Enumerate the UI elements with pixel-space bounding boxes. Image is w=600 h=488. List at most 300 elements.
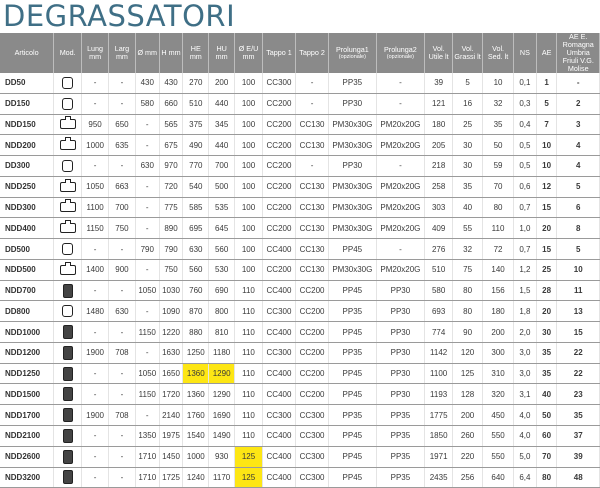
table-cell: 39: [425, 73, 453, 93]
column-header: [183, 33, 209, 73]
table-row: [0, 176, 600, 197]
table-cell: 693: [425, 301, 453, 322]
table-cell: -: [296, 73, 329, 93]
table-cell: 650: [109, 114, 136, 135]
table-cell: 30: [453, 156, 483, 177]
table-cell: 5: [557, 176, 600, 197]
table-cell: 1,2: [514, 259, 537, 280]
table-cell: -: [376, 93, 425, 114]
column-header-label: H mm: [161, 48, 181, 57]
table-cell: 0,5: [514, 135, 537, 156]
table-cell: 790: [135, 239, 159, 260]
table-cell: -: [109, 239, 136, 260]
column-header-label: Prolunga2: [384, 45, 417, 54]
table-cell: 1900: [82, 342, 109, 363]
table-cell: 30: [453, 135, 483, 156]
model-cell: [54, 114, 82, 135]
table-cell: 675: [159, 135, 183, 156]
table-cell: 870: [183, 301, 209, 322]
model-cell: [54, 342, 82, 363]
table-cell: CC400: [262, 239, 295, 260]
table-cell: -: [109, 73, 136, 93]
table-cell: 1,8: [514, 301, 537, 322]
table-cell: 25: [453, 114, 483, 135]
model-cell: [54, 405, 82, 426]
table-cell: 5: [453, 73, 483, 93]
model-cell: [54, 322, 82, 343]
column-header: [135, 33, 159, 73]
column-header-label: AE E. Romagna Umbria Friuli V.G. Molise: [562, 32, 594, 73]
table-cell: CC300: [296, 446, 329, 467]
table-cell: PM20x20G: [376, 114, 425, 135]
table-cell: 1000: [183, 446, 209, 467]
table-cell: 15: [536, 239, 557, 260]
table-cell: 1480: [82, 301, 109, 322]
article-code: DD300: [0, 156, 54, 177]
table-cell: 890: [159, 218, 183, 239]
table-cell: PM30x30G: [329, 259, 377, 280]
table-cell: -: [109, 363, 136, 384]
table-cell: 1180: [209, 342, 235, 363]
table-cell: 121: [425, 93, 453, 114]
table-cell: 13: [557, 301, 600, 322]
table-cell: -: [109, 384, 136, 405]
table-cell: PM30x30G: [329, 135, 377, 156]
table-cell: 580: [135, 93, 159, 114]
table-row: [0, 342, 600, 363]
table-cell: 32: [483, 93, 514, 114]
table-cell: 4: [557, 156, 600, 177]
table-cell: 800: [209, 301, 235, 322]
table-cell: 1170: [209, 467, 235, 488]
table-cell: PP45: [329, 239, 377, 260]
tank-tall-icon: [63, 387, 73, 401]
table-cell: 110: [235, 363, 263, 384]
table-cell: PM30x30G: [329, 218, 377, 239]
model-cell: [54, 73, 82, 93]
table-row: [0, 93, 600, 114]
column-header: [209, 33, 235, 73]
table-cell: CC130: [296, 218, 329, 239]
table-cell: 540: [183, 176, 209, 197]
table-cell: -: [109, 446, 136, 467]
table-cell: PP35: [376, 426, 425, 447]
table-cell: PP45: [329, 426, 377, 447]
table-cell: PP30: [376, 322, 425, 343]
table-cell: 760: [183, 280, 209, 301]
article-code: DD500: [0, 239, 54, 260]
table-cell: 770: [183, 156, 209, 177]
article-code: NDD250: [0, 176, 54, 197]
table-cell: 180: [483, 301, 514, 322]
table-cell: CC200: [262, 135, 295, 156]
table-cell: 1775: [425, 405, 453, 426]
tank-wide-icon: [60, 202, 76, 212]
table-cell: -: [376, 73, 425, 93]
column-header: [82, 33, 109, 73]
tank-round-icon: [62, 243, 73, 255]
table-cell: PP45: [329, 446, 377, 467]
table-cell: 156: [483, 280, 514, 301]
table-cell: 750: [159, 259, 183, 280]
table-cell: 690: [209, 280, 235, 301]
table-cell: 708: [109, 342, 136, 363]
table-cell: PM20x20G: [376, 135, 425, 156]
table-cell: 1710: [135, 467, 159, 488]
table-cell: PP35: [329, 342, 377, 363]
table-cell: 5,0: [514, 446, 537, 467]
table-cell: CC130: [296, 197, 329, 218]
table-cell: 560: [209, 239, 235, 260]
table-cell: 1540: [183, 426, 209, 447]
table-cell: 1971: [425, 446, 453, 467]
table-cell: PP35: [376, 446, 425, 467]
table-cell: 630: [183, 239, 209, 260]
table-cell: CC400: [262, 322, 295, 343]
table-cell: PP45: [329, 467, 377, 488]
table-cell: 1630: [159, 342, 183, 363]
table-cell: 775: [159, 197, 183, 218]
table-cell: -: [82, 280, 109, 301]
table-cell: 20: [536, 218, 557, 239]
column-header: [159, 33, 183, 73]
tank-tall-icon: [63, 284, 73, 298]
table-cell: PP30: [329, 93, 377, 114]
table-cell: -: [82, 322, 109, 343]
table-cell: 28: [536, 280, 557, 301]
table-cell: CC300: [262, 73, 295, 93]
table-cell: 1760: [183, 405, 209, 426]
table-cell: 695: [183, 218, 209, 239]
model-cell: [54, 259, 82, 280]
table-cell: 5: [557, 239, 600, 260]
table-cell: 10: [536, 135, 557, 156]
table-cell: 2435: [425, 467, 453, 488]
model-cell: [54, 363, 82, 384]
table-cell: 8: [557, 218, 600, 239]
table-cell: CC200: [296, 280, 329, 301]
table-cell: -: [135, 135, 159, 156]
table-cell: 708: [109, 405, 136, 426]
table-cell: CC200: [262, 218, 295, 239]
table-cell: 4,0: [514, 426, 537, 447]
table-cell: 15: [536, 197, 557, 218]
article-code: DD50: [0, 73, 54, 93]
table-cell: 100: [235, 197, 263, 218]
header-row: [0, 33, 600, 73]
model-cell: [54, 280, 82, 301]
table-cell: 30: [536, 322, 557, 343]
column-header-label: Articolo: [14, 48, 39, 57]
column-header: [329, 33, 377, 73]
table-cell: 1150: [135, 322, 159, 343]
table-cell: CC400: [262, 384, 295, 405]
table-cell: 100: [235, 93, 263, 114]
table-cell: -: [135, 405, 159, 426]
table-row: [0, 363, 600, 384]
table-cell: CC200: [262, 93, 295, 114]
table-cell: 900: [109, 259, 136, 280]
table-cell: 930: [209, 446, 235, 467]
tank-wide-icon: [60, 140, 76, 150]
table-cell: CC200: [296, 384, 329, 405]
table-cell: 7: [536, 114, 557, 135]
model-cell: [54, 176, 82, 197]
table-cell: 0,7: [514, 197, 537, 218]
table-cell: 1250: [183, 342, 209, 363]
column-header-label: Tappo 1: [266, 48, 292, 57]
table-cell: 510: [425, 259, 453, 280]
table-cell: 790: [159, 239, 183, 260]
table-cell: 55: [453, 218, 483, 239]
column-header-label: HU mm: [215, 44, 228, 61]
model-cell: [54, 301, 82, 322]
column-header: [453, 33, 483, 73]
table-cell: 110: [483, 218, 514, 239]
table-cell: 300: [483, 342, 514, 363]
model-cell: [54, 239, 82, 260]
article-code: DD150: [0, 93, 54, 114]
table-cell: 100: [235, 218, 263, 239]
table-cell: 40: [453, 197, 483, 218]
table-cell: -: [109, 426, 136, 447]
table-cell: CC130: [296, 176, 329, 197]
table-cell: 50: [483, 135, 514, 156]
column-header-note: (opzionale): [338, 54, 366, 60]
table-cell: 440: [209, 93, 235, 114]
table-cell: -: [109, 322, 136, 343]
tank-tall-icon: [63, 367, 73, 381]
table-cell: CC200: [262, 114, 295, 135]
table-cell: 1,0: [514, 218, 537, 239]
table-cell: 0,1: [514, 73, 537, 93]
table-cell: -: [557, 73, 600, 93]
table-cell: PM30x30G: [329, 114, 377, 135]
table-cell: 1050: [135, 363, 159, 384]
table-cell: 3,0: [514, 342, 537, 363]
article-code: NDD700: [0, 280, 54, 301]
table-cell: -: [109, 280, 136, 301]
table-cell: 1650: [159, 363, 183, 384]
table-header: [0, 33, 600, 73]
table-cell: PM20x20G: [376, 197, 425, 218]
table-cell: CC200: [296, 301, 329, 322]
table-cell: PM30x30G: [329, 197, 377, 218]
model-cell: [54, 93, 82, 114]
table-cell: -: [109, 93, 136, 114]
model-cell: [54, 218, 82, 239]
table-cell: 880: [183, 322, 209, 343]
table-cell: 35: [536, 363, 557, 384]
article-code: NDD1200: [0, 342, 54, 363]
table-cell: 1150: [135, 384, 159, 405]
column-header: [425, 33, 453, 73]
table-row: [0, 301, 600, 322]
table-cell: -: [135, 176, 159, 197]
table-cell: 560: [183, 259, 209, 280]
table-cell: 256: [453, 467, 483, 488]
table-cell: PP45: [329, 322, 377, 343]
table-cell: 1900: [82, 405, 109, 426]
table-cell: CC130: [296, 259, 329, 280]
table-cell: 810: [209, 322, 235, 343]
table-cell: 72: [483, 239, 514, 260]
table-cell: -: [82, 467, 109, 488]
column-header-label: Larg mm: [114, 44, 130, 61]
column-header-label: HE mm: [189, 44, 202, 61]
table-cell: 630: [109, 301, 136, 322]
table-cell: -: [82, 239, 109, 260]
table-row: [0, 280, 600, 301]
table-cell: CC300: [262, 405, 295, 426]
column-header: [54, 33, 82, 73]
table-cell: -: [135, 197, 159, 218]
table-cell: 700: [209, 156, 235, 177]
table-cell: 32: [453, 239, 483, 260]
table-cell: CC400: [262, 426, 295, 447]
table-cell: 200: [209, 73, 235, 93]
table-cell: PP35: [329, 301, 377, 322]
table-cell: PM20x20G: [376, 176, 425, 197]
table-cell: 774: [425, 322, 453, 343]
article-code: NDD200: [0, 135, 54, 156]
table-cell: 320: [483, 384, 514, 405]
table-cell: 1290: [209, 384, 235, 405]
table-cell: CC200: [296, 342, 329, 363]
table-cell: 180: [425, 114, 453, 135]
tank-round-icon: [62, 160, 73, 172]
table-cell: 60: [536, 426, 557, 447]
table-cell: 535: [209, 197, 235, 218]
table-cell: 303: [425, 197, 453, 218]
table-cell: 1,5: [514, 280, 537, 301]
table-cell: 90: [453, 322, 483, 343]
table-cell: 2,0: [514, 322, 537, 343]
table-cell: 120: [453, 342, 483, 363]
table-cell: -: [135, 259, 159, 280]
table-cell: 1142: [425, 342, 453, 363]
table-cell: PM20x20G: [376, 218, 425, 239]
model-cell: [54, 426, 82, 447]
table-cell: 510: [183, 93, 209, 114]
table-cell: 1030: [159, 280, 183, 301]
column-header: [514, 33, 537, 73]
table-cell: -: [135, 218, 159, 239]
table-cell: PP45: [329, 384, 377, 405]
model-cell: [54, 135, 82, 156]
table-row: [0, 114, 600, 135]
table-row: [0, 73, 600, 93]
article-code: DD800: [0, 301, 54, 322]
table-cell: 1150: [82, 218, 109, 239]
column-header-label: Ø mm: [137, 48, 158, 57]
table-cell: 200: [483, 322, 514, 343]
table-cell: PP30: [376, 342, 425, 363]
table-cell: PP30: [329, 156, 377, 177]
column-header-label: NS: [519, 48, 530, 57]
table-cell: 430: [135, 73, 159, 93]
tank-wide-icon: [60, 265, 76, 275]
table-cell: 260: [453, 426, 483, 447]
table-cell: 1050: [135, 280, 159, 301]
table-cell: 10: [536, 156, 557, 177]
tank-tall-icon: [63, 325, 73, 339]
table-cell: CC200: [296, 322, 329, 343]
column-header-label: Vol. Sed. lt: [487, 44, 509, 61]
table-cell: 2140: [159, 405, 183, 426]
table-cell: -: [82, 156, 109, 177]
table-cell: 110: [235, 301, 263, 322]
tank-round-icon: [62, 98, 73, 110]
column-header: [536, 33, 557, 73]
table-cell: PP35: [329, 73, 377, 93]
table-cell: 100: [235, 135, 263, 156]
table-cell: 950: [82, 114, 109, 135]
table-cell: PP45: [329, 280, 377, 301]
table-cell: 22: [557, 363, 600, 384]
table-cell: 70: [536, 446, 557, 467]
table-cell: 200: [453, 405, 483, 426]
column-header-note: (opzionale): [386, 54, 414, 60]
table-cell: 500: [209, 176, 235, 197]
table-row: [0, 259, 600, 280]
table-cell: 585: [183, 197, 209, 218]
model-cell: [54, 197, 82, 218]
table-cell: 640: [483, 467, 514, 488]
table-cell: 100: [235, 239, 263, 260]
table-cell: 1350: [135, 426, 159, 447]
page-title: DEGRASSATORI: [3, 0, 236, 33]
table-cell: 1: [536, 73, 557, 93]
article-code: NDD1700: [0, 405, 54, 426]
model-cell: [54, 446, 82, 467]
table-cell: 80: [483, 197, 514, 218]
tank-wide-icon: [60, 223, 76, 233]
table-cell: -: [135, 114, 159, 135]
table-cell: 700: [109, 197, 136, 218]
table-cell: 6,4: [514, 467, 537, 488]
table-row: [0, 405, 600, 426]
table-cell: 22: [557, 342, 600, 363]
table-cell: 218: [425, 156, 453, 177]
column-header: [0, 33, 54, 73]
table-cell: 345: [209, 114, 235, 135]
table-cell: 375: [183, 114, 209, 135]
table-cell: 25: [536, 259, 557, 280]
model-cell: [54, 384, 82, 405]
table-cell: 140: [483, 259, 514, 280]
table-cell: 125: [235, 467, 263, 488]
table-cell: CC400: [262, 280, 295, 301]
tank-round-icon: [62, 305, 73, 317]
table-cell: 100: [235, 259, 263, 280]
table-cell: 630: [135, 156, 159, 177]
table-cell: -: [82, 426, 109, 447]
table-cell: 1490: [209, 426, 235, 447]
table-cell: 110: [235, 384, 263, 405]
table-cell: 1240: [183, 467, 209, 488]
table-cell: 660: [159, 93, 183, 114]
table-cell: 1400: [82, 259, 109, 280]
table-cell: PP35: [376, 405, 425, 426]
table-cell: CC130: [296, 135, 329, 156]
table-cell: 4,0: [514, 405, 537, 426]
table-row: [0, 322, 600, 343]
table-cell: 23: [557, 384, 600, 405]
table-cell: PP30: [376, 384, 425, 405]
table-cell: 110: [235, 322, 263, 343]
table-cell: CC300: [296, 467, 329, 488]
